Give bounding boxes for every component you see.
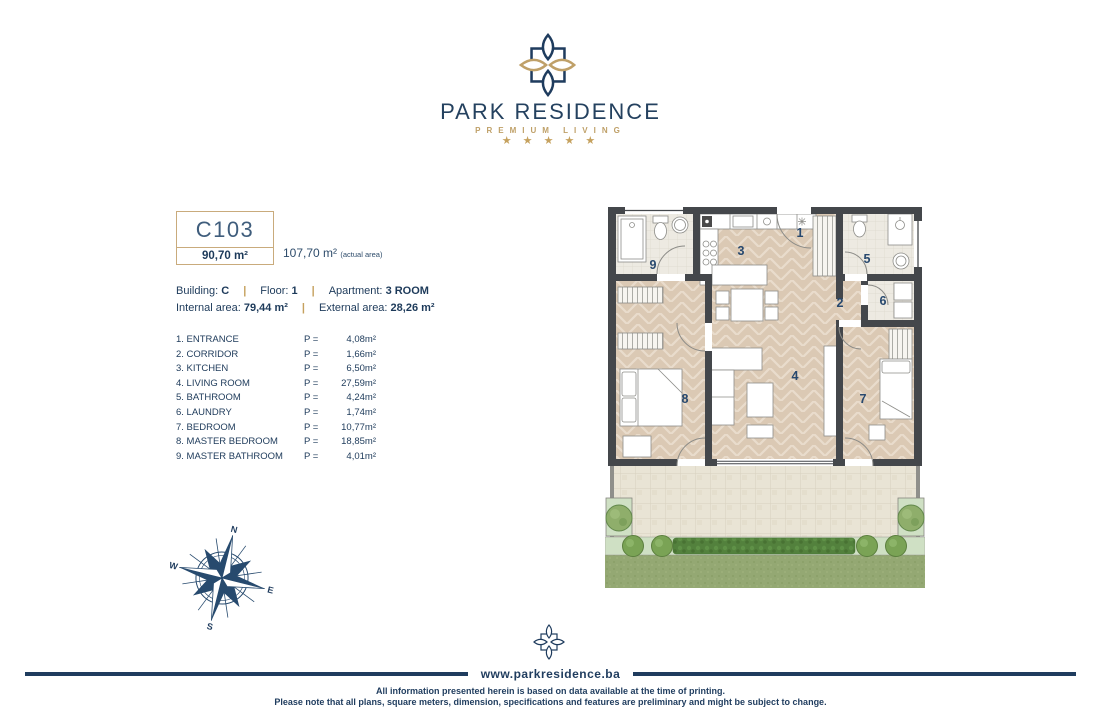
- apartment-label: Apartment:: [328, 285, 383, 297]
- disclaimer: [0, 686, 1101, 708]
- single-bed: [880, 359, 912, 419]
- room-list-item: 3. KITCHEN P = 6,50m²: [176, 363, 376, 375]
- hedge: [673, 538, 855, 554]
- round-sink: [672, 217, 688, 233]
- room-number-1: 1: [796, 226, 804, 240]
- website-link[interactable]: www.parkresidence.ba: [480, 667, 621, 681]
- floor-value: 1: [291, 285, 298, 297]
- website-bar: [0, 667, 1101, 681]
- separator: |: [311, 285, 315, 297]
- wardrobe: [618, 287, 663, 303]
- tv-stand: [747, 425, 773, 438]
- unit-code: C103: [177, 212, 273, 248]
- actual-area-value: 107,70 m²: [283, 246, 338, 260]
- toilet: [653, 216, 668, 240]
- room-number-5: 5: [863, 252, 871, 266]
- room-number-6: 6: [879, 294, 887, 308]
- room-list-item: 5. BATHROOM P = 4,24m²: [176, 392, 376, 404]
- compass-rose-icon: [167, 523, 277, 638]
- laundry-appliance: [894, 302, 912, 318]
- bathtub: [618, 216, 646, 262]
- unit-meta-areas: [176, 302, 435, 314]
- nightstand: [869, 425, 885, 440]
- room-number-2: 2: [836, 296, 844, 310]
- room-list-item: 8. MASTER BEDROOM P = 18,85m²: [176, 436, 376, 448]
- brand-name: PARK RESIDENCE: [440, 99, 661, 124]
- double-bed: [620, 369, 682, 426]
- room-number-8: 8: [681, 392, 689, 406]
- footer-flower-icon: [531, 623, 567, 666]
- floor-label: Floor:: [260, 285, 289, 297]
- apartment-value: 3 ROOM: [385, 285, 429, 297]
- external-area-value: 28,26 m²: [390, 302, 435, 314]
- closet: [813, 216, 836, 276]
- coffee-table: [747, 383, 773, 417]
- room-number-9: 9: [649, 258, 657, 272]
- disclaimer-line-2: Please note that all plans, square meters, dimension, specifications and features are preliminary and might be subject to change.: [274, 697, 827, 707]
- divider-line: [25, 672, 468, 676]
- tree-icon: [898, 505, 924, 531]
- lawn: [605, 553, 925, 588]
- washbasin: [888, 214, 912, 245]
- internal-area-value: 79,44 m²: [243, 302, 288, 314]
- room-list-item: 2. CORRIDOR P = 1,66m²: [176, 348, 376, 360]
- unit-actual-area: [283, 246, 382, 260]
- compass-south-label: S: [205, 620, 215, 633]
- room-list-item: 7. BEDROOM P = 10,77m²: [176, 421, 376, 433]
- sideboard: [824, 346, 837, 436]
- external-area-label: External area:: [319, 302, 388, 314]
- toilet: [852, 215, 867, 237]
- unit-area: 90,70 m²: [201, 250, 249, 262]
- internal-area-label: Internal area:: [176, 302, 241, 314]
- room-list-item: 9. MASTER BATHROOM P = 4,01m²: [176, 450, 376, 462]
- brand-stars: ★ ★ ★ ★ ★: [501, 135, 600, 147]
- washing-machine: [893, 253, 909, 269]
- room-number-3: 3: [737, 244, 745, 258]
- compass-north-label: N: [229, 523, 239, 536]
- actual-area-note: (actual area): [340, 250, 383, 259]
- laundry-appliance: [894, 283, 912, 300]
- room-list: [176, 333, 376, 464]
- brand-tagline: PREMIUM LIVING: [475, 126, 626, 135]
- compass-west-label: W: [168, 560, 179, 572]
- tree-icon: [606, 505, 632, 531]
- disclaimer-line-1: All information presented herein is based on data available at the time of printing.: [375, 686, 726, 696]
- dresser: [623, 436, 651, 457]
- building-value: C: [221, 285, 230, 297]
- building-label: Building:: [176, 285, 219, 297]
- room-list-item: 4. LIVING ROOM P = 27,59m²: [176, 377, 376, 389]
- wardrobe: [618, 333, 663, 349]
- garden: [605, 466, 925, 588]
- room-number-4: 4: [791, 369, 799, 383]
- room-number-7: 7: [859, 392, 867, 406]
- wardrobe: [889, 329, 912, 359]
- unit-meta-primary: [176, 285, 429, 297]
- room-list-item: 6. LAUNDRY P = 1,74m²: [176, 406, 376, 418]
- separator: |: [301, 302, 305, 314]
- divider-line: [633, 672, 1076, 676]
- room-list-item: 1. ENTRANCE P = 4,08m²: [176, 334, 376, 345]
- separator: |: [243, 285, 247, 297]
- logo-flower-icon: [517, 32, 579, 103]
- floor-plan: [605, 203, 925, 593]
- unit-code-box: [176, 211, 274, 265]
- compass-east-label: E: [266, 584, 275, 596]
